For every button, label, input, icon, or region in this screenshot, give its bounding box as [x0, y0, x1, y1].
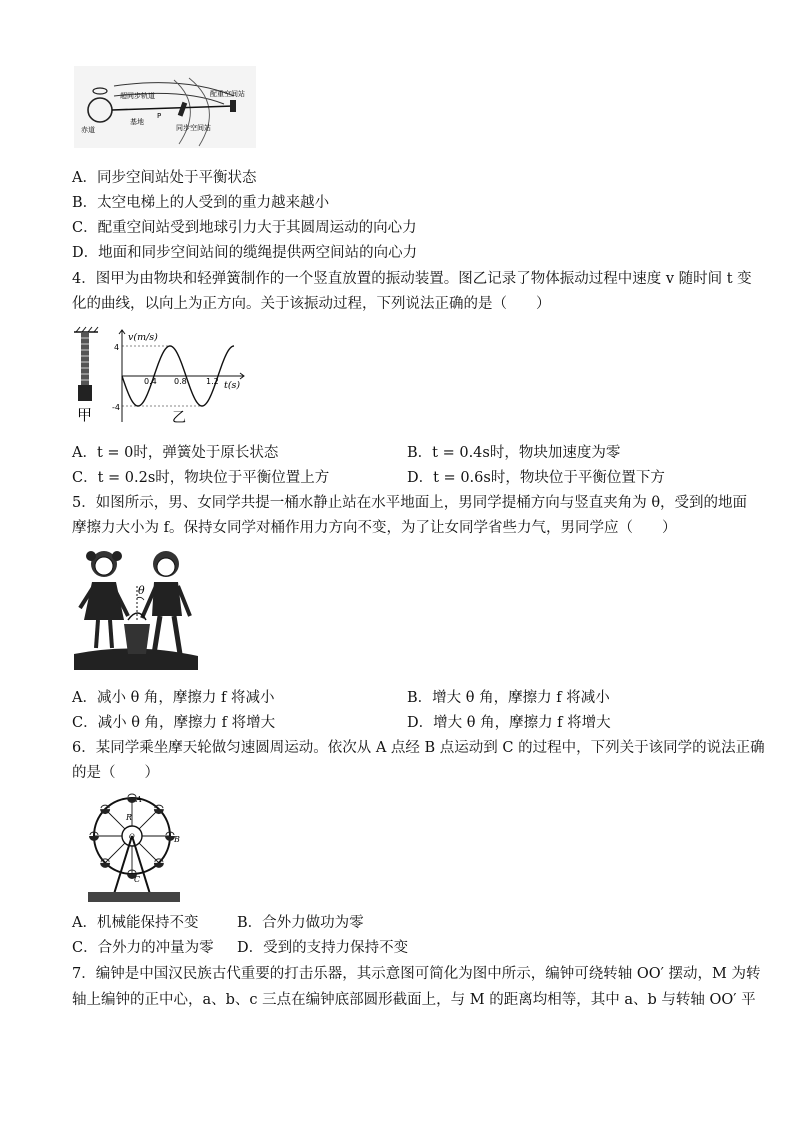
cabin-canopy: [128, 794, 136, 797]
q4-stem-line1: 4．图甲为由物块和轻弹簧制作的一个竖直放置的振动装置。图乙记录了物体振动过程中速度 v 随时间 t 变: [72, 271, 752, 287]
point-b-label: B: [174, 835, 180, 844]
label-base: 基地: [130, 118, 144, 126]
bucket-shape: [124, 624, 150, 654]
x-tick-1.2: 1.2: [206, 377, 219, 386]
q7-stem-line2: 轴上编钟的正中心，a、b、c 三点在编钟底部圆形截面上，与 M 的距离均相等，其中 a、b 与转轴 OO′ 平: [72, 992, 756, 1008]
q7-stem-line1: 7．编钟是中国汉民族古代重要的打击乐器，其示意图可简化为图中所示，编钟可绕转轴 OO′ 摆动，M 为转: [72, 966, 761, 982]
q3-option-d: D．地面和同步空间站间的缆绳提供两空间站的向心力: [72, 245, 418, 261]
q6-option-a: A．机械能保持不变: [72, 915, 199, 931]
spring-shape: [81, 333, 89, 385]
block-shape: [78, 385, 92, 401]
x-axis-label: t(s): [224, 380, 241, 391]
q5-stem-line2: 摩擦力大小为 f。保持女同学对桶作用力方向不变，为了让女同学省些力气，男同学应（ ）: [72, 520, 677, 536]
q5-option-a: A．减小 θ 角，摩擦力 f 将减小: [72, 690, 275, 706]
q5-stem-line1: 5．如图所示，男、女同学共提一桶水静止站在水平地面上，男同学提桶方向与竖直夹角为 θ，受到的地面: [72, 495, 748, 511]
q6-option-b: B．合外力做功为零: [237, 915, 364, 931]
spring-device-figure: [72, 326, 112, 426]
label-yi: 乙: [172, 410, 186, 426]
point-c-label: C: [134, 875, 141, 884]
wheel-cabin: [89, 836, 99, 841]
q4-option-d: D．t = 0.6s时，物块位于平衡位置下方: [407, 470, 665, 486]
q5-option-b: B．增大 θ 角，摩擦力 f 将减小: [407, 690, 610, 706]
boy-figure: [142, 551, 190, 654]
q3-option-b: B．太空电梯上的人受到的重力越来越小: [72, 195, 330, 211]
radius-label: R: [126, 813, 133, 822]
q6-stem-line2: 的是（ ）: [72, 765, 159, 781]
label-p: P: [157, 112, 162, 120]
q3-option-a: A．同步空间站处于平衡状态: [72, 170, 257, 186]
q5-option-d: D．增大 θ 角，摩擦力 f 将增大: [407, 715, 611, 731]
balance-station-shape: [230, 100, 236, 112]
q6-stem-line1: 6．某同学乘坐摩天轮做匀速圆周运动。依次从 A 点经 B 点运动到 C 的过程中，下列关于该同学的说法正确: [72, 740, 765, 756]
x-tick-0.4: 0.4: [144, 377, 157, 386]
y-tick-neg4: -4: [112, 403, 120, 412]
velocity-time-chart: [112, 326, 248, 426]
label-equator: 赤道: [81, 126, 95, 134]
q4-option-c: C．t = 0.2s时，物块位于平衡位置上方: [72, 470, 330, 486]
label-jia: 甲: [77, 406, 93, 424]
ground-base: [88, 892, 180, 902]
q4-stem-line2: 化的曲线，以向上为正方向。关于该振动过程，下列说法正确的是（ ）: [72, 296, 551, 312]
label-sync-station: 同步空间站: [176, 124, 211, 132]
q4-option-b: B．t = 0.4s时，物块加速度为零: [407, 445, 621, 461]
q6-option-c: C．合外力的冲量为零: [72, 940, 214, 956]
theta-label: θ: [138, 584, 145, 597]
space-elevator-figure: [74, 66, 256, 148]
label-geo-orbit: 超同步轨道: [120, 92, 155, 100]
q6-option-d: D．受到的支持力保持不变: [237, 940, 409, 956]
q3-option-c: C．配重空间站受到地球引力大于其圆周运动的向心力: [72, 220, 417, 236]
y-tick-4: 4: [114, 343, 120, 352]
q4-option-a: A．t = 0时，弹簧处于原长状态: [72, 445, 279, 461]
x-tick-0.8: 0.8: [174, 377, 187, 386]
ferris-wheel-figure: [84, 790, 184, 904]
center-label: O: [129, 833, 135, 841]
girl-figure: [80, 551, 128, 648]
y-axis-label: v(m/s): [128, 332, 158, 343]
label-balance-station: 配重空间站: [210, 90, 245, 98]
point-a-label: A: [136, 795, 142, 804]
students-carrying-bucket-figure: [74, 546, 198, 670]
q5-option-c: C．减小 θ 角，摩擦力 f 将增大: [72, 715, 276, 731]
